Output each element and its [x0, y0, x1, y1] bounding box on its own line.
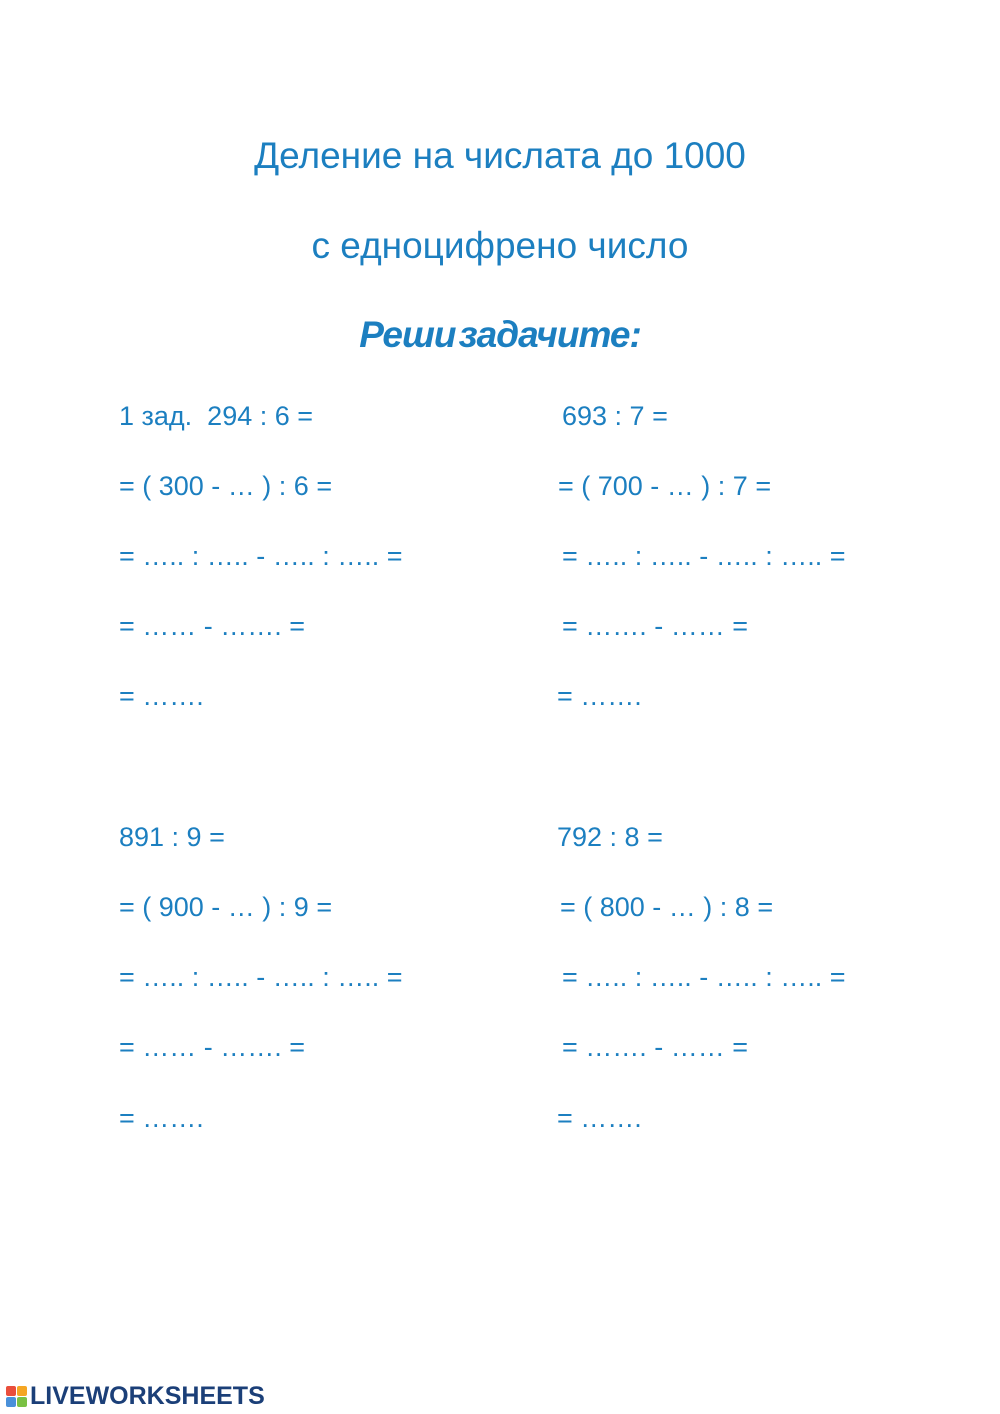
instruction-heading: Реши задачите: — [359, 314, 641, 355]
problem-3-line-1: 891 : 9 = — [119, 822, 225, 852]
logo-text: LIVEWORKSHEETS — [30, 1382, 265, 1410]
problem-1-line-1: 1 зад. 294 : 6 = — [119, 401, 314, 431]
problem-1-line-5: = ……. — [119, 681, 204, 711]
title-line-2: с едноцифрено число — [311, 225, 689, 266]
liveworksheets-logo-icon — [6, 1386, 27, 1407]
problem-4-line-3: = ….. : ….. - ….. : ….. = — [562, 962, 846, 992]
problem-2-line-4: = ……. - …… = — [562, 611, 749, 641]
problem-3-line-4: = …… - ……. = — [119, 1032, 306, 1062]
problem-4-line-2: = ( 800 - … ) : 8 = — [560, 892, 774, 922]
problem-1-line-3: = ….. : ….. - ….. : ….. = — [119, 541, 403, 571]
problem-2-line-3: = ….. : ….. - ….. : ….. = — [562, 541, 846, 571]
problem-1-line-2: = ( 300 - … ) : 6 = — [119, 471, 333, 501]
liveworksheets-logo[interactable] — [6, 1381, 265, 1411]
problem-4-line-4: = ……. - …… = — [562, 1032, 749, 1062]
problem-4-line-5: = ……. — [557, 1103, 642, 1133]
title-line-1: Деление на числата до 1000 — [254, 135, 746, 176]
problem-3-line-2: = ( 900 - … ) : 9 = — [119, 892, 333, 922]
problem-2-line-5: = ……. — [557, 681, 642, 711]
problem-1-line-4: = …… - ……. = — [119, 611, 306, 641]
problem-3-line-3: = ….. : ….. - ….. : ….. = — [119, 962, 403, 992]
problem-3-line-5: = ……. — [119, 1103, 204, 1133]
problem-4-line-1: 792 : 8 = — [557, 822, 663, 852]
problem-2-line-1: 693 : 7 = — [562, 401, 668, 431]
problem-2-line-2: = ( 700 - … ) : 7 = — [558, 471, 772, 501]
